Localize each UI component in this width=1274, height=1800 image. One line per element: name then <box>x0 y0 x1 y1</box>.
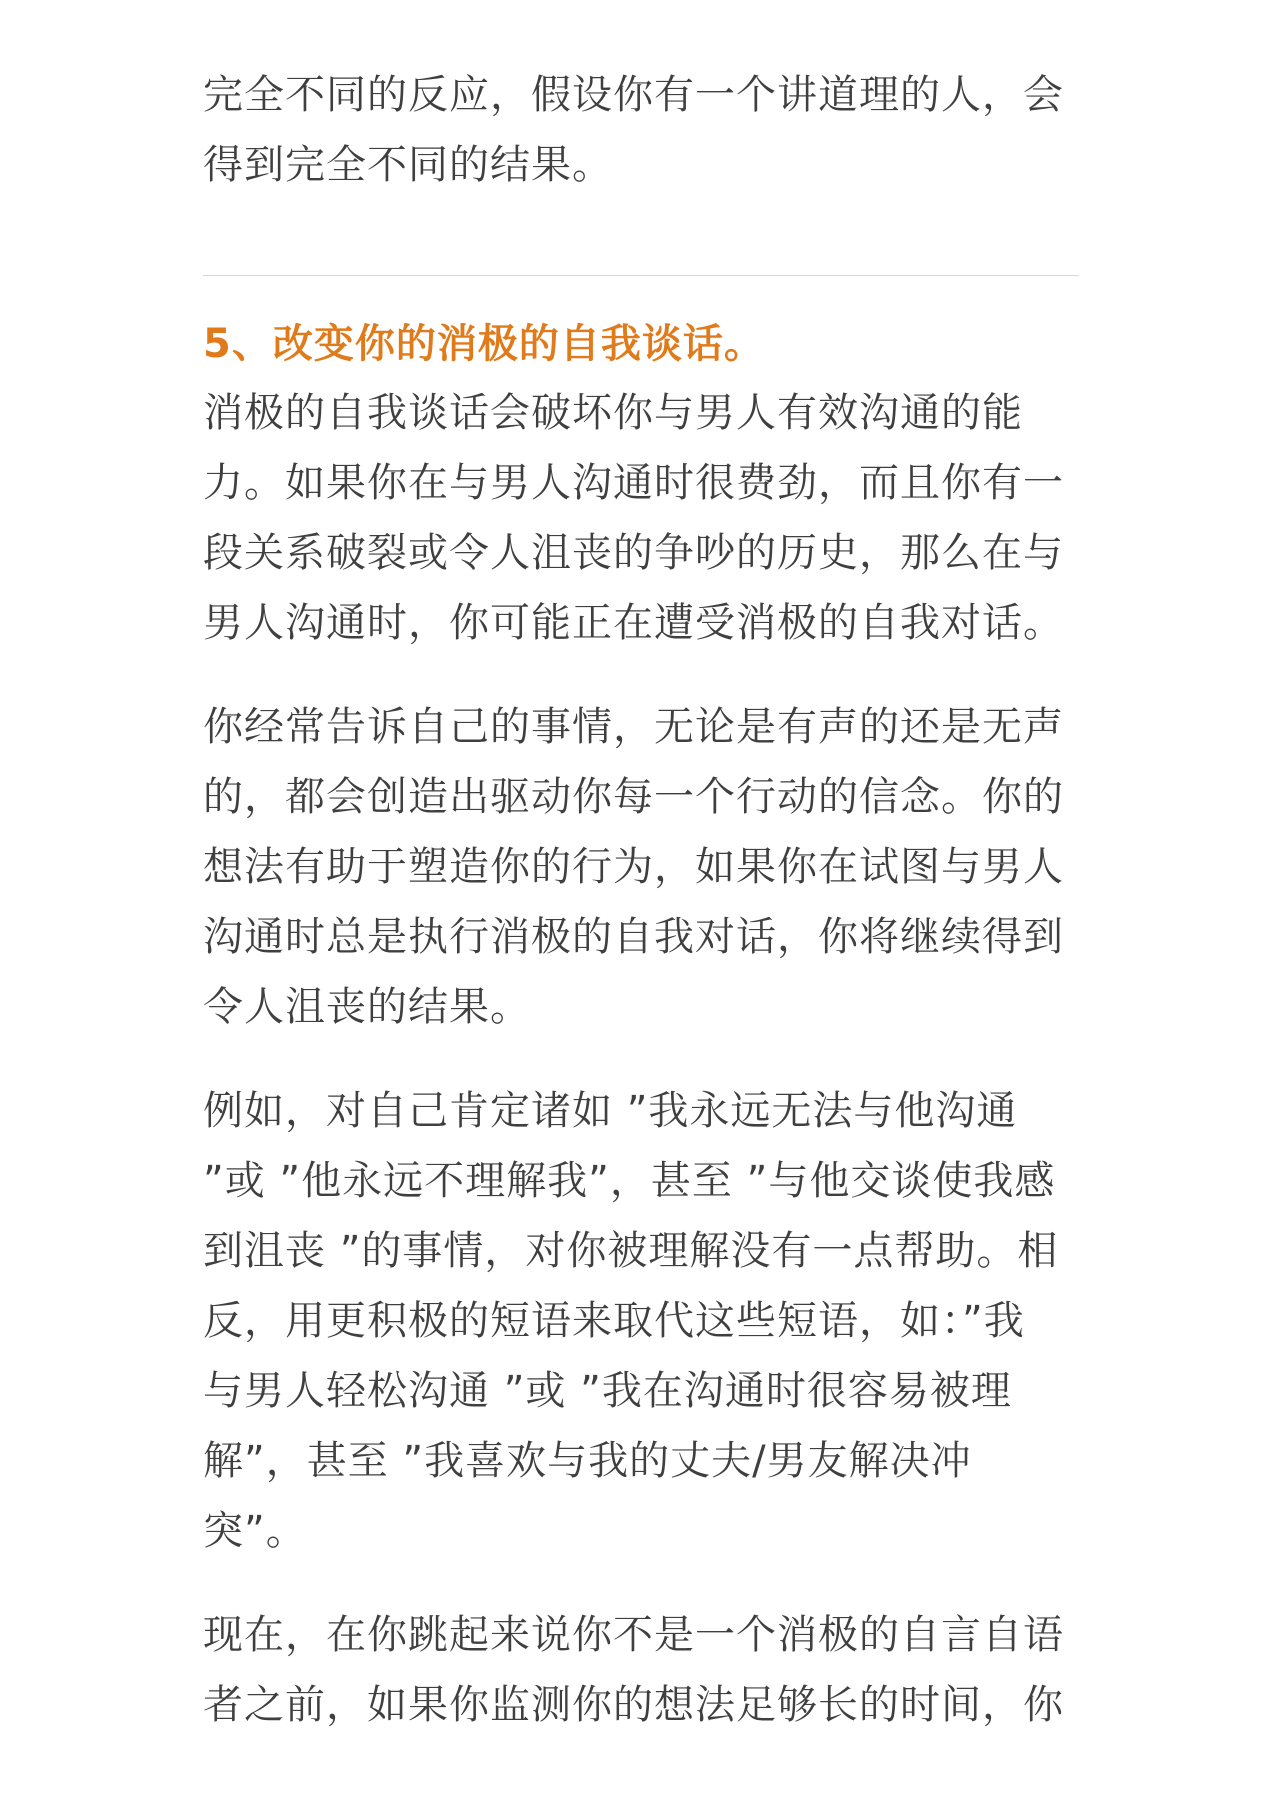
text-line: 沟通时总是执行消极的自我对话，你将继续得到 <box>203 914 1064 960</box>
paragraph <box>203 1076 1083 1566</box>
text-line: 想法有助于塑造你的行为，如果你在试图与男人 <box>203 844 1064 890</box>
paragraph <box>203 60 1083 200</box>
paragraph <box>203 692 1083 1042</box>
section-body <box>203 378 1083 1740</box>
section-heading: 5、改变你的消极的自我谈话。 <box>203 321 765 367</box>
text-line: ”或 ”他永远不理解我”，甚至 ”与他交谈使我感 <box>203 1158 1056 1204</box>
text-line: 现在，在你跳起来说你不是一个消极的自言自语 <box>203 1612 1064 1658</box>
text-line: 到沮丧 ”的事情，对你被理解没有一点帮助。相 <box>203 1228 1059 1274</box>
text-line: 得到完全不同的结果。 <box>203 142 613 188</box>
text-line: 段关系破裂或令人沮丧的争吵的历史，那么在与 <box>203 530 1064 576</box>
text-line: 完全不同的反应，假设你有一个讲道理的人，会 <box>203 72 1064 118</box>
section-divider <box>203 275 1079 276</box>
text-line: 反，用更积极的短语来取代这些短语，如：”我 <box>203 1298 1025 1344</box>
paragraph <box>203 378 1083 658</box>
paragraph-spacer <box>203 658 1083 692</box>
intro-paragraph <box>203 60 1083 200</box>
text-line: 例如，对自己肯定诸如 ”我永远无法与他沟通 <box>203 1088 1018 1134</box>
paragraph-spacer <box>203 1042 1083 1076</box>
text-line: 令人沮丧的结果。 <box>203 984 531 1030</box>
paragraph <box>203 1600 1083 1740</box>
text-line: 力。如果你在与男人沟通时很费劲，而且你有一 <box>203 460 1064 506</box>
text-line: 消极的自我谈话会破坏你与男人有效沟通的能 <box>203 390 1023 436</box>
text-line: 你经常告诉自己的事情，无论是有声的还是无声 <box>203 704 1064 750</box>
text-line: 解”，甚至 ”我喜欢与我的丈夫/男友解决冲 <box>203 1438 972 1484</box>
text-line: 男人沟通时，你可能正在遭受消极的自我对话。 <box>203 600 1064 646</box>
text-line: 的，都会创造出驱动你每一个行动的信念。你的 <box>203 774 1064 820</box>
text-line: 者之前，如果你监测你的想法足够长的时间，你 <box>203 1682 1064 1728</box>
text-line: 与男人轻松沟通 ”或 ”我在沟通时很容易被理 <box>203 1368 1012 1414</box>
text-line: 突”。 <box>203 1508 307 1554</box>
paragraph-spacer <box>203 1566 1083 1600</box>
